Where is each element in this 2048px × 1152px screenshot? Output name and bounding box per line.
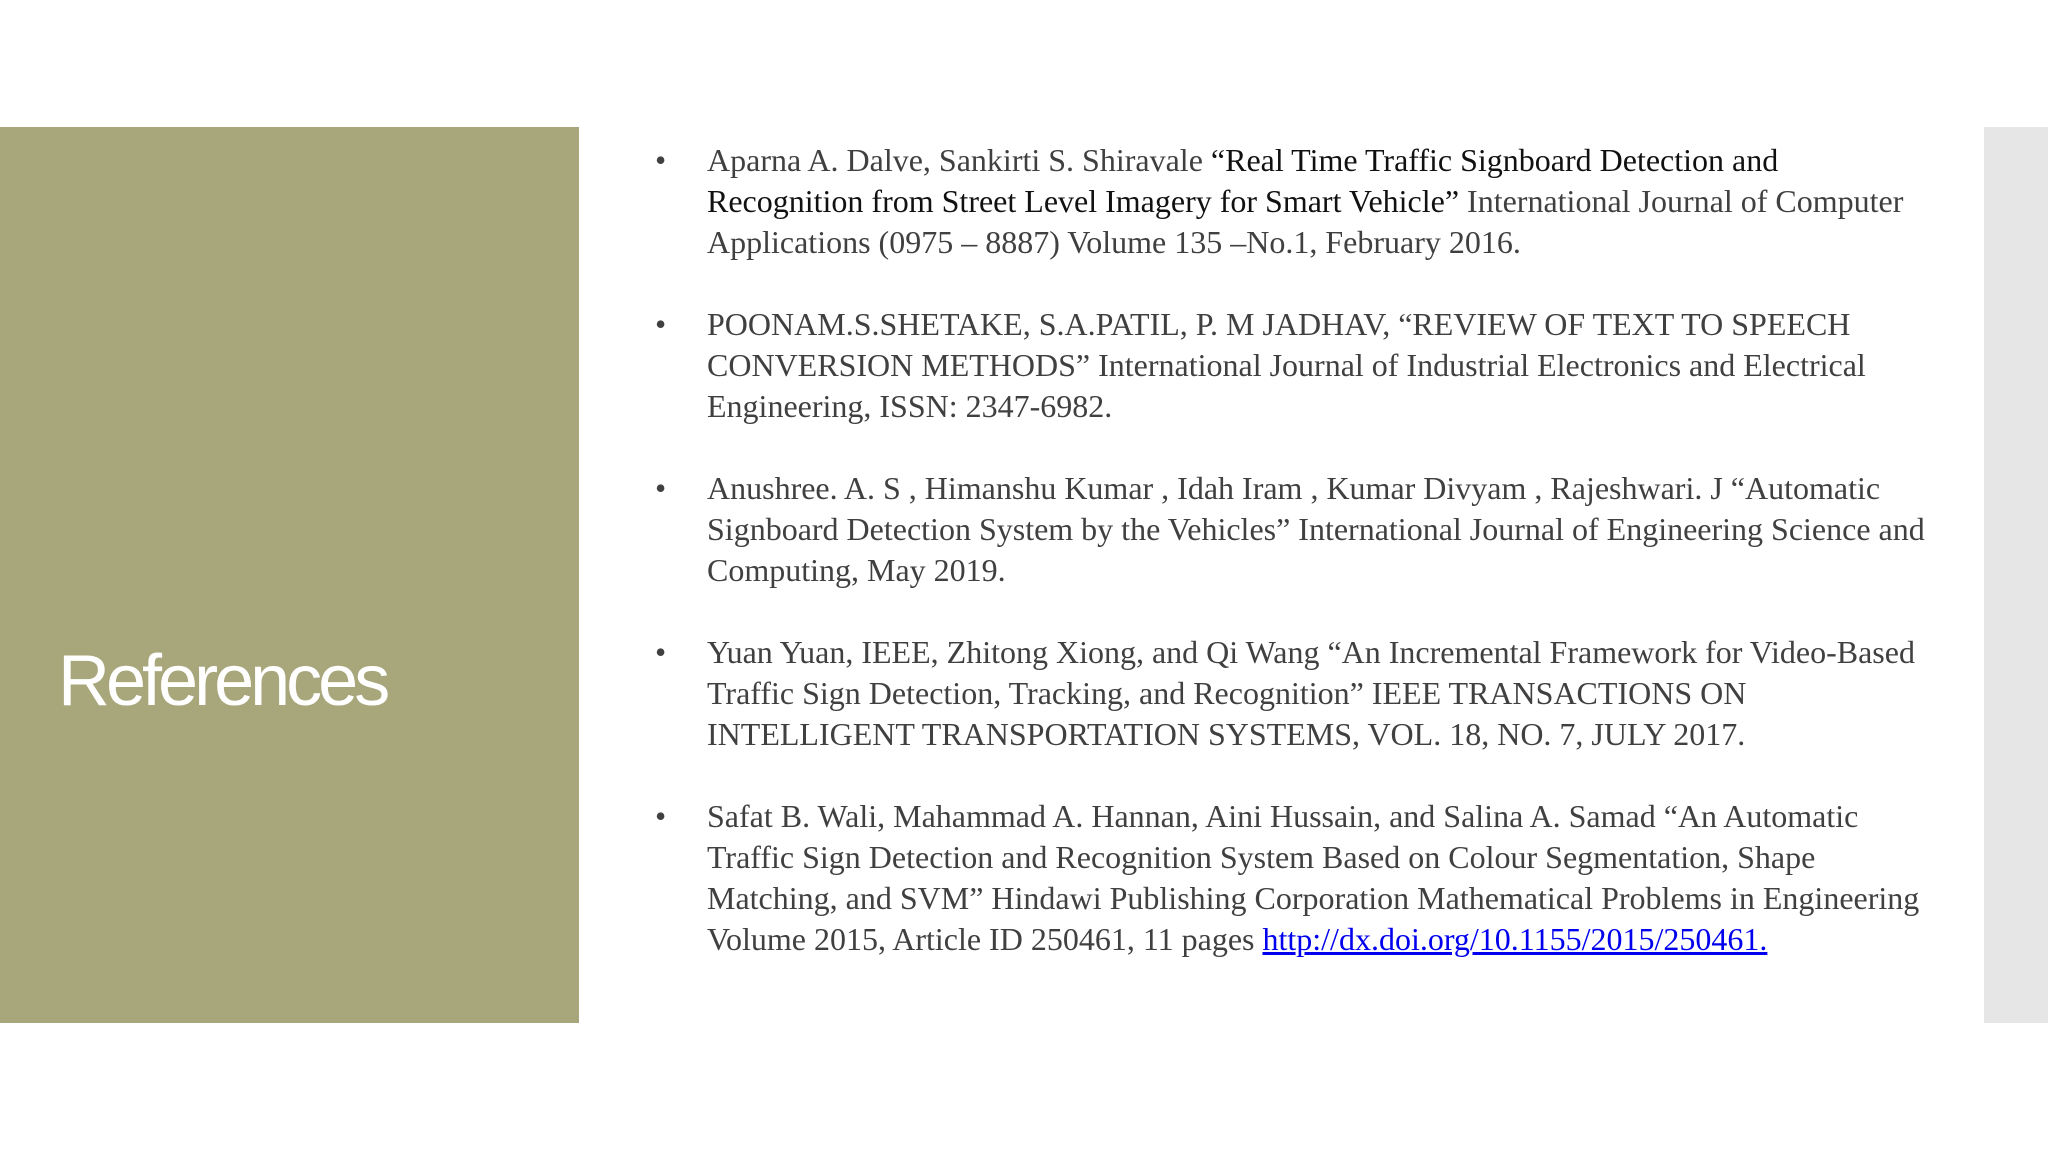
- reference-item: [655, 304, 1925, 427]
- bullet-icon: •: [655, 142, 667, 178]
- doi-link[interactable]: http://dx.doi.org/10.1155/2015/250461.: [1262, 921, 1768, 957]
- bullet-icon: •: [655, 634, 667, 670]
- reference-text: Safat B. Wali, Mahammad A. Hannan, Aini Hussain, and Salina A. Samad “An Automatic Traffic Sign Detection and Recognition System Based on Colour Segmentation, Shape Matching, and SVM” Hindawi Publishing Corporation Mathematical Problems in Engineering Volume 2015, Article ID 250461, 11 pages: [707, 798, 1920, 957]
- reference-item: [655, 140, 1925, 263]
- reference-item: [655, 468, 1925, 591]
- reference-text: Yuan Yuan, IEEE, Zhitong Xiong, and Qi Wang “An Incremental Framework for Video-Based Traffic Sign Detection, Tracking, and Recognition” IEEE TRANSACTIONS ON INTELLIGENT TRANSPORTATION SYSTEMS, VOL. 18, NO. 7, JULY 2017.: [707, 634, 1915, 752]
- slide-title: References: [58, 641, 387, 721]
- reference-source: International Journal of Computer Applications (0975 – 8887) Volume 135 –No.1, February 2016.: [707, 183, 1904, 260]
- reference-title: “Real Time Traffic Signboard Detection and Recognition from Street Level Imagery for Smart Vehicle”: [707, 142, 1779, 219]
- title-panel: [0, 127, 579, 1023]
- right-edge-strip: [1984, 127, 2048, 1023]
- reference-text: Anushree. A. S , Himanshu Kumar , Idah Iram , Kumar Divyam , Rajeshwari. J “Automatic Signboard Detection System by the Vehicles” International Journal of Engineering Science and Computing, May 2019.: [707, 470, 1925, 588]
- bullet-icon: •: [655, 470, 667, 506]
- reference-list: [655, 140, 1925, 1001]
- reference-text: POONAM.S.SHETAKE, S.A.PATIL, P. M JADHAV, “REVIEW OF TEXT TO SPEECH CONVERSION METHODS” International Journal of Industrial Electronics and Electrical Engineering, ISSN: 2347-6982.: [707, 306, 1866, 424]
- bullet-icon: •: [655, 798, 667, 834]
- reference-authors: Aparna A. Dalve, Sankirti S. Shiravale: [707, 142, 1211, 178]
- bullet-icon: •: [655, 306, 667, 342]
- reference-item: [655, 796, 1925, 960]
- reference-item: [655, 632, 1925, 755]
